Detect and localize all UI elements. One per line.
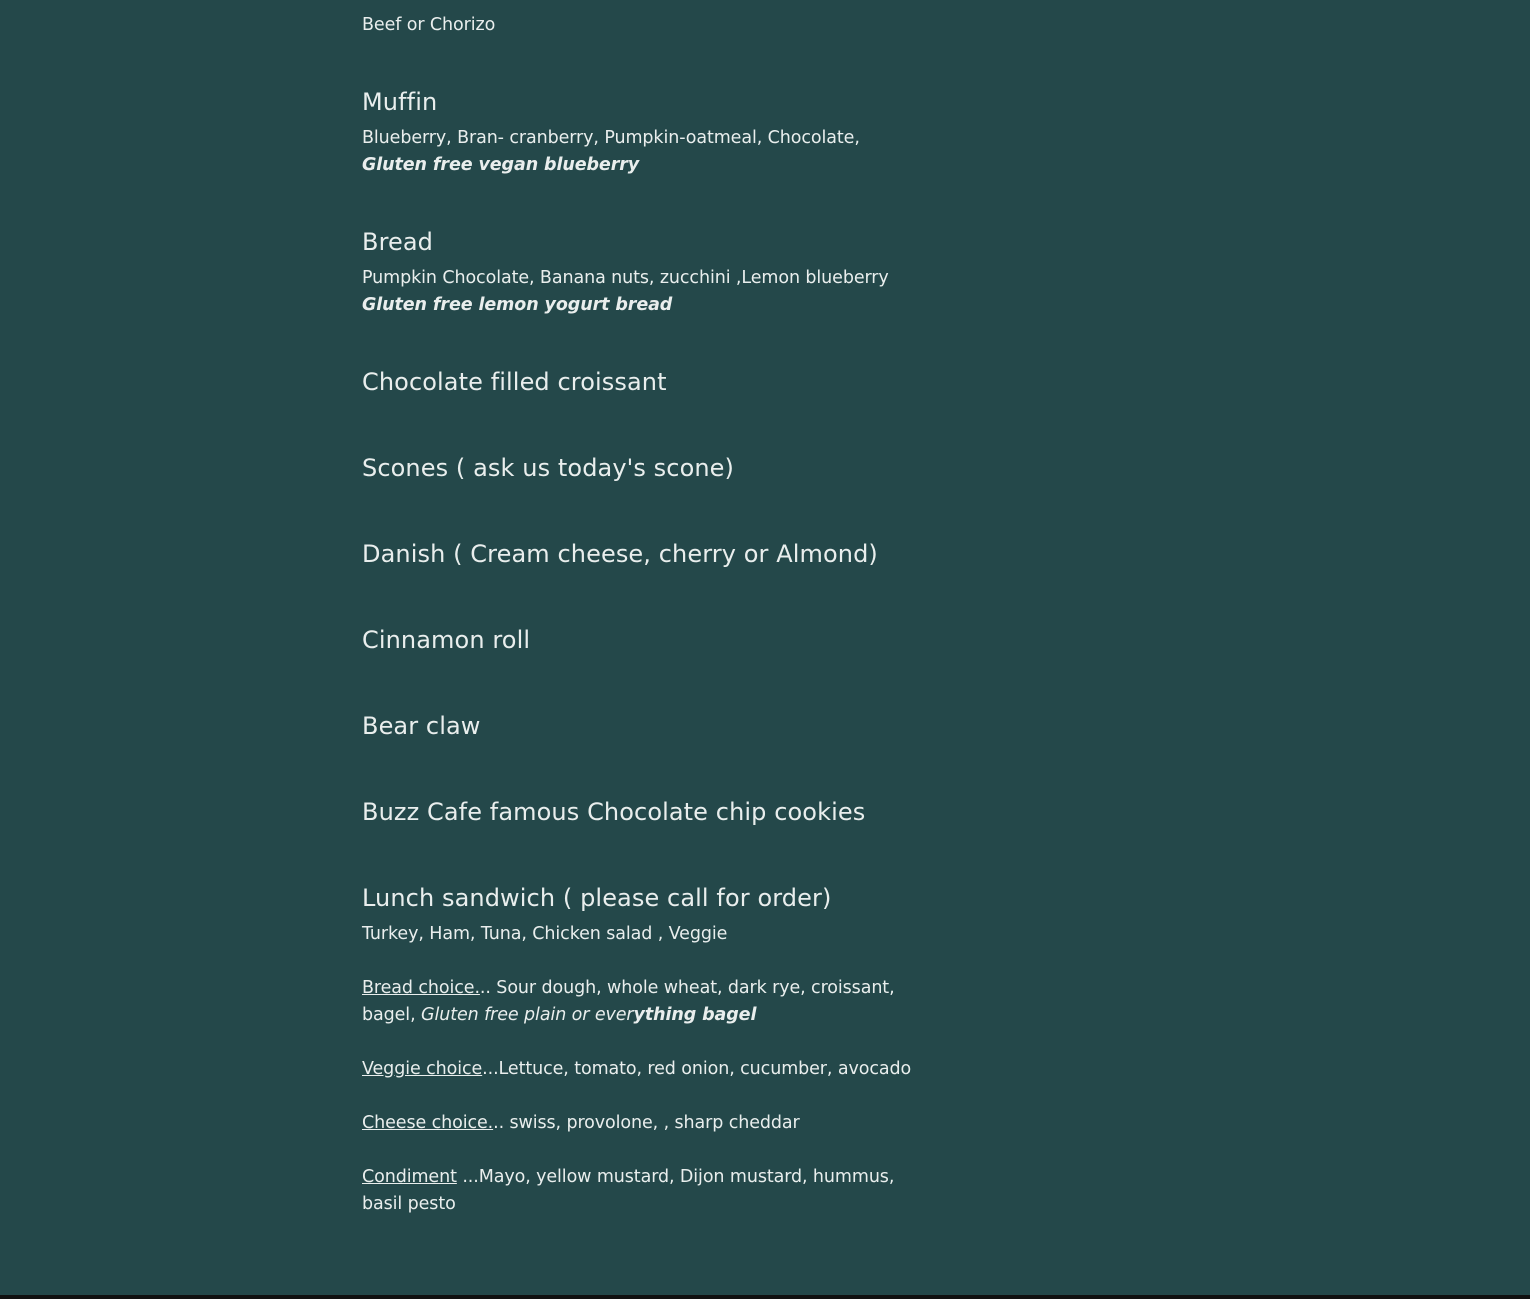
cheese-choice-label[interactable]: Cheese choice.: [362, 1113, 494, 1133]
bread-choice-options: .. Sour dough, whole wheat, dark rye, croissant,: [479, 978, 895, 998]
lunch-sandwich-title: Lunch sandwich ( please call for order): [362, 884, 832, 912]
cookies-title: Buzz Cafe famous Chocolate chip cookies: [362, 798, 866, 826]
lunch-fillings: Turkey, Ham, Tuna, Chicken salad , Veggie: [362, 924, 728, 944]
danish-title: Danish ( Cream cheese, cherry or Almond): [362, 540, 878, 568]
muffin-flavors: Blueberry, Bran- cranberry, Pumpkin-oatmeal, Chocolate,: [362, 128, 860, 148]
veggie-choice-label[interactable]: Veggie choice: [362, 1059, 483, 1079]
bread-flavors: Pumpkin Chocolate, Banana nuts, zucchini ,Lemon blueberry: [362, 268, 889, 288]
bread-choice: [362, 975, 962, 1029]
cheese-choice: [362, 1110, 962, 1137]
bread-gluten-free: Gluten free lemon yogurt bread: [362, 295, 673, 315]
muffin-title: Muffin: [362, 88, 438, 116]
bread-description: [362, 265, 962, 319]
croissant-title: Chocolate filled croissant: [362, 368, 667, 396]
condiment-choice: [362, 1164, 962, 1218]
cinnamon-roll-title: Cinnamon roll: [362, 626, 531, 654]
condiment-options-2: basil pesto: [362, 1194, 456, 1214]
veggie-choice-options: ...Lettuce, tomato, red onion, cucumber, avocado: [482, 1059, 912, 1079]
cheese-choice-options: .. swiss, provolone, , sharp cheddar: [493, 1113, 800, 1133]
bread-choice-label[interactable]: Bread choice.: [362, 978, 480, 998]
bread-title: Bread: [362, 228, 434, 256]
veggie-choice: [362, 1056, 982, 1083]
muffin-description: [362, 125, 962, 179]
bread-choice-gluten-free: Gluten free plain or ever: [421, 1005, 634, 1025]
bread-choice-gluten-free-bold: ything bagel: [633, 1005, 757, 1025]
condiment-label[interactable]: Condiment: [362, 1167, 457, 1187]
partial-item-description: Beef or Chorizo: [362, 15, 496, 35]
bread-choice-options-2: bagel,: [362, 1005, 421, 1025]
bottom-divider: [0, 1295, 1530, 1299]
bear-claw-title: Bear claw: [362, 712, 481, 740]
scones-title: Scones ( ask us today's scone): [362, 454, 734, 482]
muffin-gluten-free: Gluten free vegan blueberry: [362, 155, 640, 175]
condiment-options: ...Mayo, yellow mustard, Dijon mustard, hummus,: [456, 1167, 895, 1187]
